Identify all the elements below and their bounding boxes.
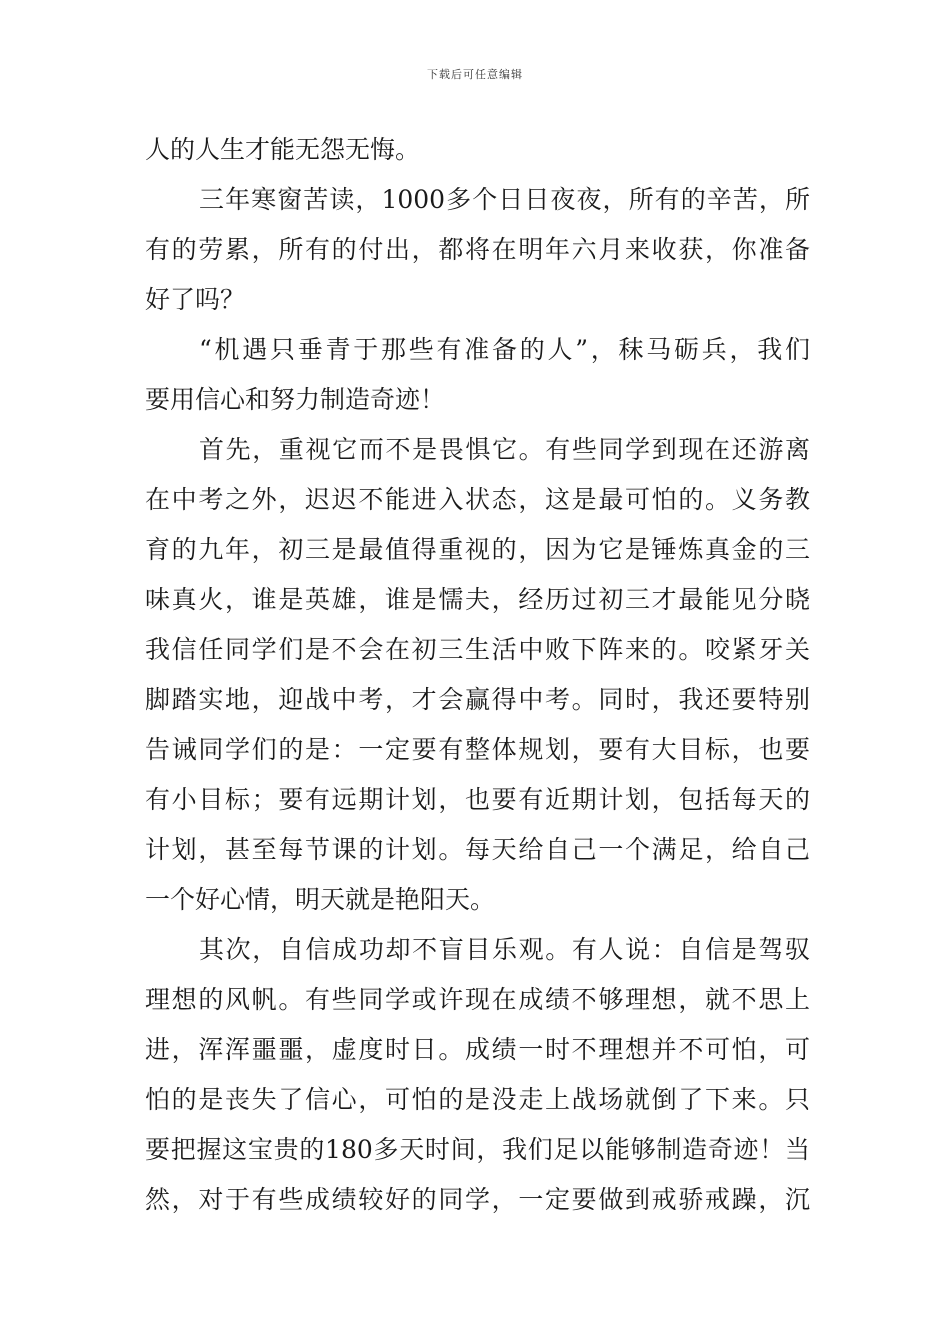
text-line: 好了吗？ (145, 285, 246, 314)
text-line: 首先，重视它而不是畏惧它。有些同学到现在还游离 (199, 435, 810, 464)
text-line: 进，浑浑噩噩，虚度时日。成绩一时不理想并不可怕，可 (145, 1035, 810, 1064)
text-line: 要把握这宝贵的180多天时间，我们足以能够制造奇迹！当 (145, 1135, 810, 1164)
text-line: 理想的风帆。有些同学或许现在成绩不够理想，就不思上 (145, 985, 810, 1014)
text-line: 告诫同学们的是：一定要有整体规划，要有大目标，也要 (145, 735, 810, 764)
text-line: 在中考之外，迟迟不能进入状态，这是最可怕的。义务教 (145, 485, 810, 514)
text-line: 有的劳累，所有的付出，都将在明年六月来收获，你准备 (145, 235, 810, 264)
text-line: 要用信心和努力制造奇迹！ (145, 385, 446, 414)
text-line: 我信任同学们是不会在初三生活中败下阵来的。咬紧牙关 (145, 635, 810, 664)
text-line: 怕的是丧失了信心，可怕的是没走上战场就倒了下来。只 (145, 1085, 810, 1114)
text-line: 有小目标；要有远期计划，也要有近期计划，包括每天的 (145, 785, 810, 814)
header-note: 下载后可任意编辑 (427, 68, 523, 81)
text-line: 一个好心情，明天就是艳阳天。 (145, 885, 496, 914)
body-text (145, 125, 810, 1225)
text-line: 育的九年，初三是最值得重视的，因为它是锤炼真金的三 (145, 535, 810, 564)
text-line: 然，对于有些成绩较好的同学，一定要做到戒骄戒躁，沉 (145, 1185, 810, 1214)
text-line: 其次，自信成功却不盲目乐观。有人说：自信是驾驭 (199, 935, 810, 964)
text-line: 脚踏实地，迎战中考，才会赢得中考。同时，我还要特别 (145, 685, 810, 714)
text-line: 味真火，谁是英雄，谁是懦夫，经历过初三才最能见分晓 (145, 585, 810, 614)
text-line: 三年寒窗苦读，1000多个日日夜夜，所有的辛苦，所 (199, 185, 810, 214)
text-line: “机遇只垂青于那些有准备的人”，秣马砺兵，我们 (199, 335, 810, 364)
text-line: 人的人生才能无怨无悔。 (145, 135, 421, 164)
text-line: 计划，甚至每节课的计划。每天给自己一个满足，给自己 (145, 835, 810, 864)
